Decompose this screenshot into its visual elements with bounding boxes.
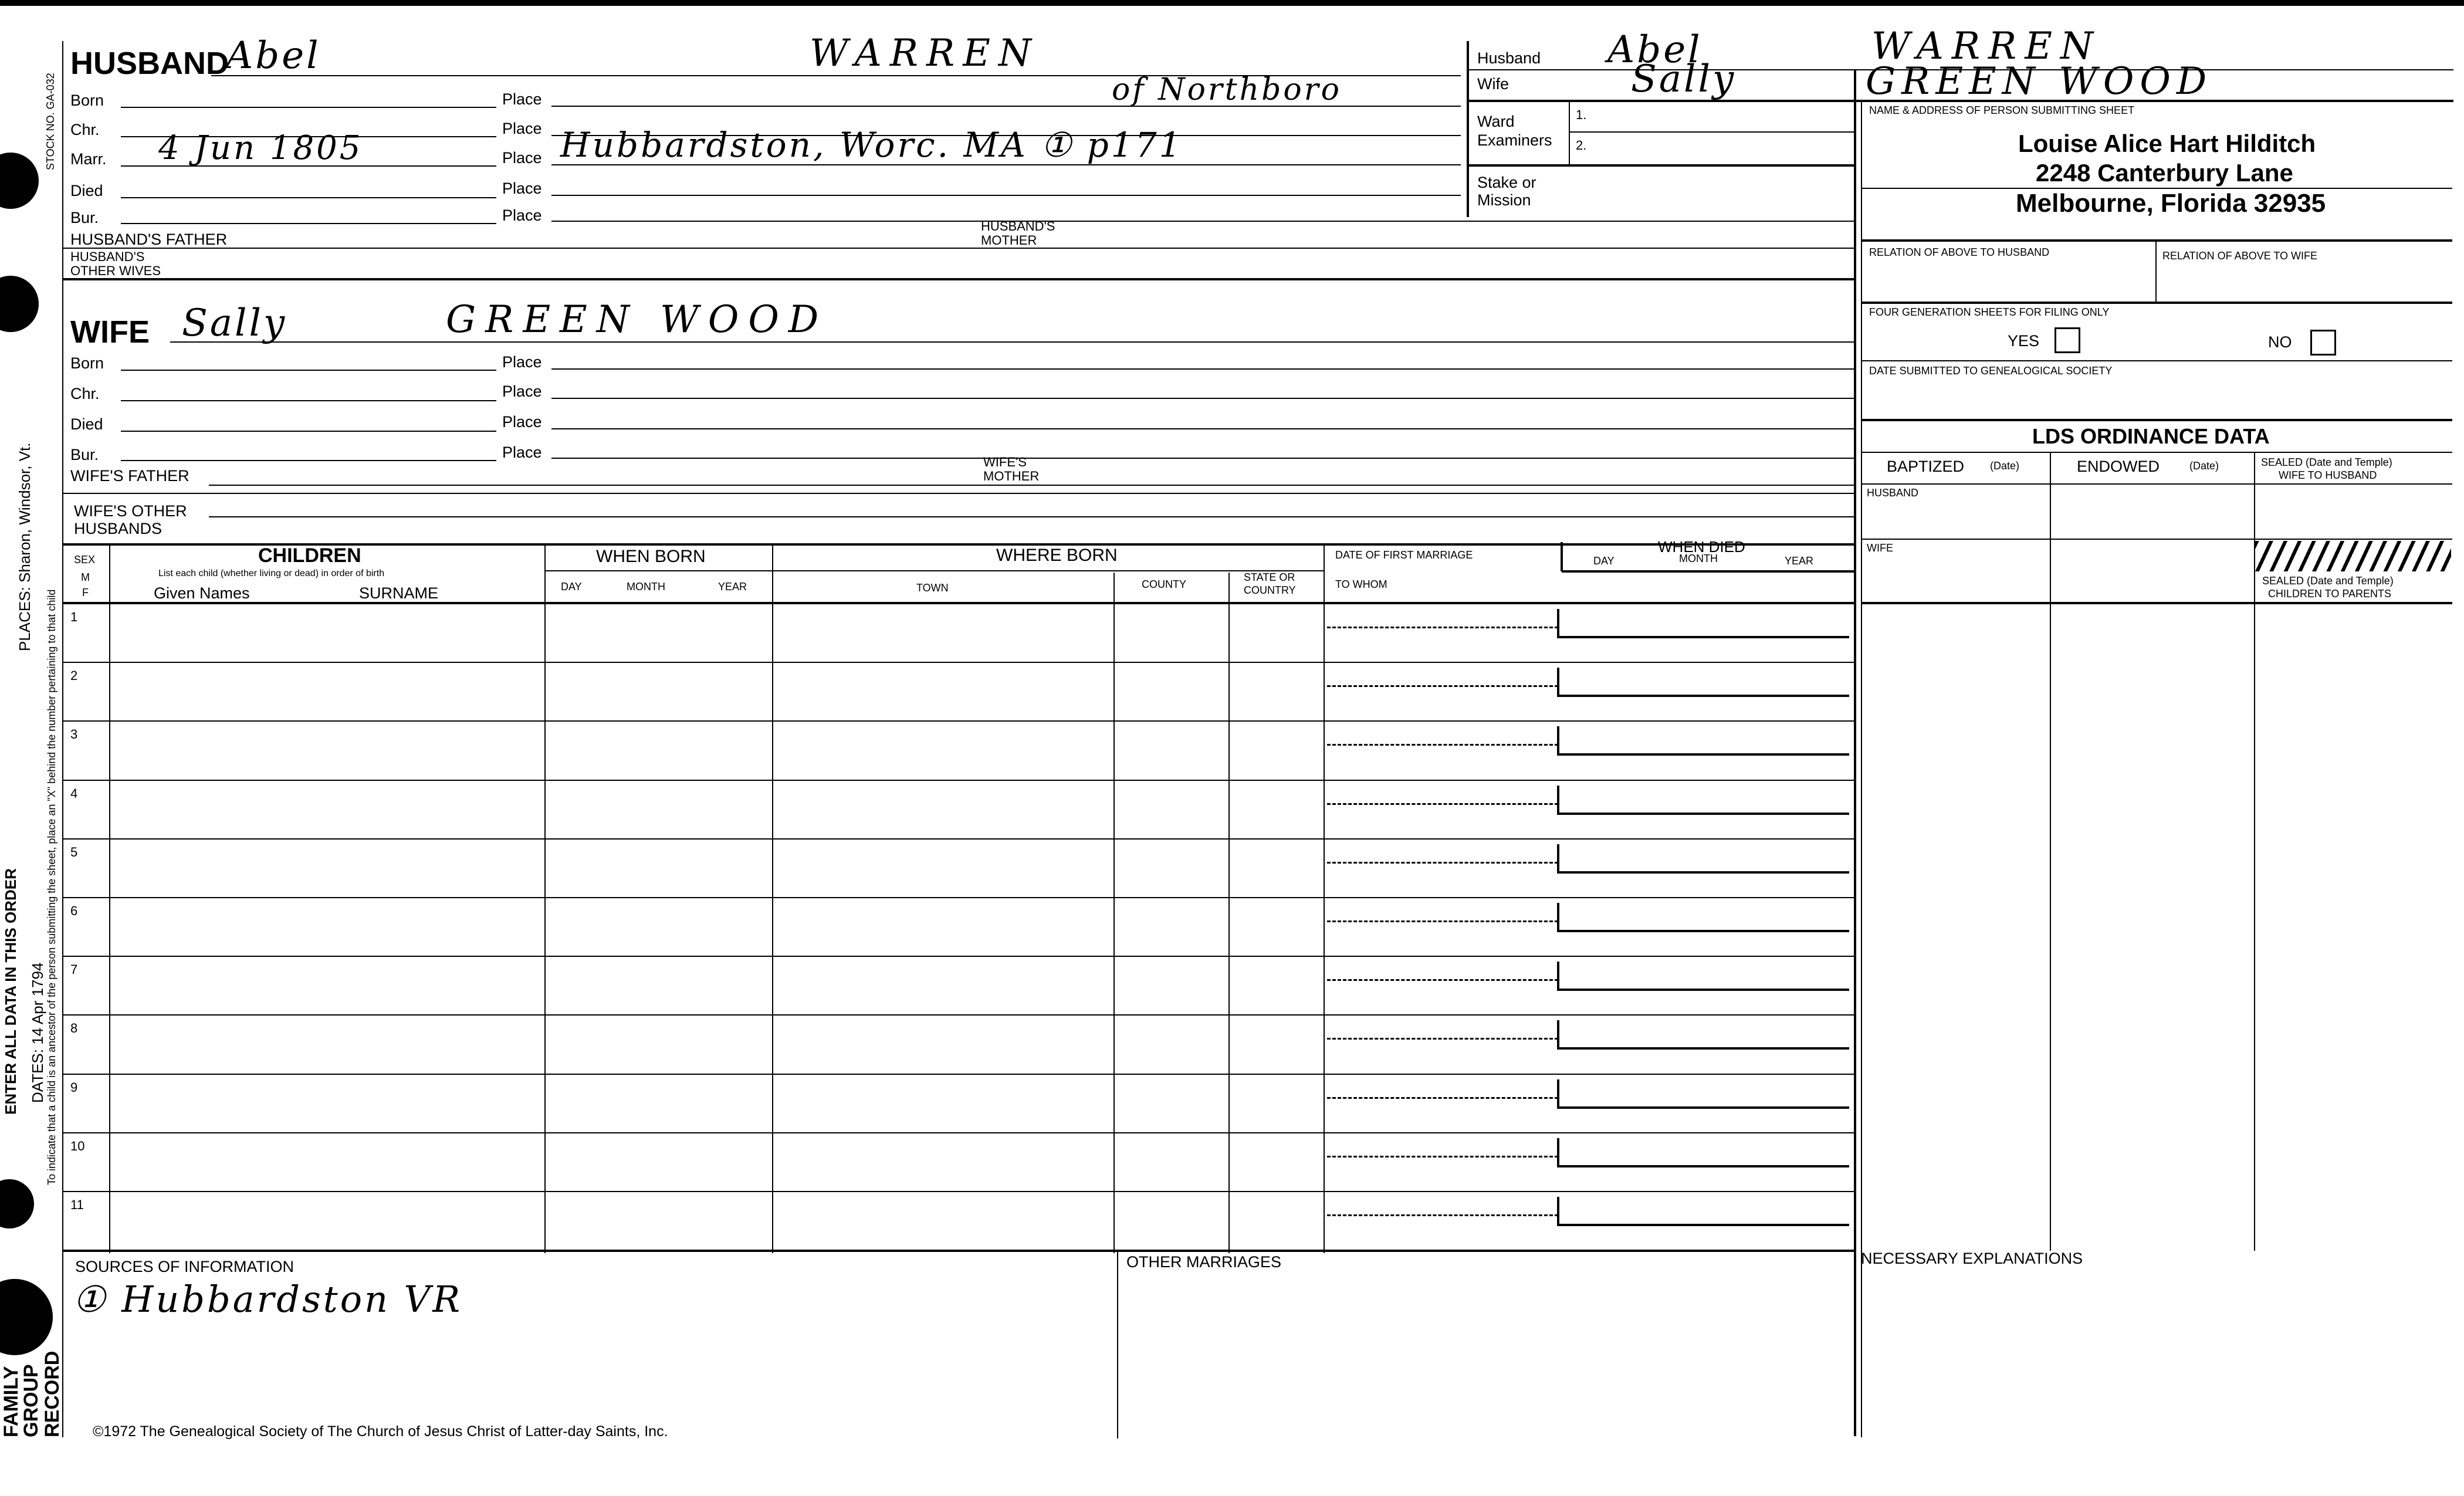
husband-died-place-line	[551, 195, 1461, 196]
header-wife-line	[1468, 100, 2453, 102]
wife-died-date-line	[121, 431, 496, 432]
submitter-label: NAME & ADDRESS OF PERSON SUBMITTING SHEET	[1869, 104, 2135, 116]
child-died-bracket-horizontal	[1558, 813, 1849, 815]
submitter-name: Louise Alice Hart Hilditch	[2018, 130, 2316, 157]
ancestor-indicator-note: To indicate that a child is an ancestor of the person submitting the sheet, place an "X" behind the number pertaining to that child	[46, 589, 57, 1185]
child-row-separator	[63, 956, 1854, 957]
husband-section-bottom	[63, 278, 1854, 280]
child-marriage-dashed-line	[1327, 1156, 1558, 1157]
dates-note: DATES: 14 Apr 1794	[29, 962, 46, 1103]
lds-title-line	[1862, 452, 2452, 453]
husband-mother-label-2: MOTHER	[981, 233, 1037, 248]
husband-born-place-line	[551, 106, 1461, 107]
wife-born-place-label: Place	[502, 353, 542, 371]
lds-title: LDS ORDINANCE DATA	[2032, 424, 2270, 448]
header-husband-label: Husband	[1477, 49, 1541, 67]
date-submitted-bottom	[1862, 419, 2452, 421]
when-died-left	[1561, 542, 1563, 571]
child-marriage-dashed-line	[1327, 685, 1558, 687]
wife-other-husbands-1: WIFE'S OTHER	[74, 502, 187, 520]
relation-divider	[2155, 241, 2157, 303]
punch-hole-1	[0, 153, 39, 209]
child-row-number: 1	[70, 610, 78, 624]
child-row-number: 11	[70, 1197, 84, 1212]
col-line-sex	[109, 544, 110, 1253]
punch-hole-4	[0, 1279, 53, 1355]
wife-born-place-line	[551, 368, 1854, 370]
child-marriage-dashed-line	[1327, 1214, 1558, 1216]
copyright: ©1972 The Genealogical Society of The Church of Jesus Christ of Latter-day Saints, Inc.	[93, 1423, 668, 1440]
husband-died-date-line	[121, 197, 496, 198]
child-row-number: 4	[70, 786, 78, 801]
child-died-bracket-horizontal	[1558, 989, 1849, 991]
lds-husband-line	[1862, 539, 2452, 540]
child-died-bracket-horizontal	[1558, 930, 1849, 932]
col-line-born	[772, 544, 773, 1253]
child-died-bracket-horizontal	[1558, 1047, 1849, 1050]
lds-sealed-children-2: CHILDREN TO PARENTS	[2268, 588, 2392, 600]
col-day: DAY	[561, 581, 582, 593]
lds-col-divider-2	[2254, 453, 2255, 1251]
col-line-state	[1324, 544, 1325, 1253]
col-died-year: YEAR	[1785, 555, 1814, 567]
frame-left-border	[62, 41, 63, 1437]
child-marriage-dashed-line	[1327, 1038, 1558, 1040]
punch-hole-2	[0, 276, 39, 332]
col-when-born: WHEN BORN	[596, 547, 706, 566]
child-row-separator	[63, 1132, 1854, 1133]
col-sex-m: M	[81, 571, 90, 583]
four-gen-no-checkbox[interactable]	[2310, 330, 2336, 356]
right-panel-border-2	[1861, 100, 1862, 1437]
child-row-separator	[63, 720, 1854, 722]
child-marriage-dashed-line	[1327, 862, 1558, 864]
submitter-bottom	[1862, 239, 2452, 242]
husband-born-label: Born	[70, 92, 104, 109]
header-husband-given: Abel	[1607, 28, 1703, 72]
examiner-1: 1.	[1576, 107, 1587, 122]
header-husband-surname: WARREN	[1871, 25, 2101, 68]
footer-divider-1	[1117, 1251, 1118, 1439]
child-row-separator	[63, 1074, 1854, 1075]
husband-chr-place-label: Place	[502, 120, 542, 137]
lds-date-tag-1: (Date)	[1990, 460, 2020, 472]
wife-given-name: Sally	[182, 302, 287, 345]
stake-label-1: Stake or	[1477, 174, 1536, 191]
husband-residence: of Northboro	[1112, 72, 1342, 107]
lds-hatched-cell	[2255, 541, 2451, 571]
col-first-marriage: DATE OF FIRST MARRIAGE	[1335, 549, 1473, 561]
wife-parents-line	[209, 485, 1854, 486]
child-row-separator	[63, 897, 1854, 898]
child-died-bracket-vertical	[1557, 1197, 1559, 1226]
child-row-number: 2	[70, 668, 78, 683]
husband-parents-line	[63, 248, 1854, 249]
places-note: PLACES: Sharon, Windsor, Vt.	[16, 442, 33, 651]
husband-other-wives-2: OTHER WIVES	[70, 263, 161, 278]
wife-father-label: WIFE'S FATHER	[70, 467, 189, 485]
lds-wife-row: WIFE	[1867, 542, 1893, 554]
col-year: YEAR	[718, 581, 747, 593]
husband-marr-label: Marr.	[70, 150, 107, 168]
lds-husband-row: HUSBAND	[1867, 487, 1919, 499]
wife-chr-place-label: Place	[502, 383, 542, 400]
four-gen-yes-checkbox[interactable]	[2055, 327, 2080, 353]
col-month: MONTH	[627, 581, 665, 593]
wife-heading: WIFE	[70, 314, 150, 350]
wife-parents-divider	[63, 493, 1854, 494]
husband-bur-place-line	[551, 221, 1854, 222]
child-died-bracket-horizontal	[1558, 753, 1849, 756]
husband-chr-label: Chr.	[70, 121, 100, 138]
wife-name-line	[170, 341, 1854, 343]
child-died-bracket-vertical	[1557, 1020, 1559, 1050]
col-line-county	[1228, 573, 1230, 1253]
punch-hole-3	[0, 1179, 34, 1228]
child-died-bracket-vertical	[1557, 609, 1559, 638]
col-state-2: COUNTRY	[1244, 584, 1296, 596]
child-row-number: 9	[70, 1079, 78, 1095]
form-title-family: FAMILY	[0, 1366, 22, 1437]
necessary-explanations-label: NECESSARY EXPLANATIONS	[1861, 1250, 2083, 1267]
wife-died-place-label: Place	[502, 413, 542, 431]
col-sex-label: SEX	[74, 554, 96, 566]
lds-endowed: ENDOWED	[2077, 458, 2160, 475]
when-born-underline	[546, 570, 773, 571]
sources-label: SOURCES OF INFORMATION	[75, 1258, 295, 1275]
wife-other-husbands-2: HUSBANDS	[74, 520, 163, 537]
wife-mother-label-1: WIFE'S	[983, 455, 1027, 469]
lds-baptized: BAPTIZED	[1887, 458, 1965, 475]
wife-bur-place-label: Place	[502, 444, 542, 461]
col-sex-f: F	[82, 587, 89, 598]
child-marriage-dashed-line	[1327, 627, 1558, 628]
wife-other-husbands-line	[209, 516, 1854, 517]
col-town: TOWN	[916, 582, 949, 594]
child-died-bracket-vertical	[1557, 962, 1559, 991]
husband-bur-date-line	[121, 223, 496, 224]
child-died-bracket-horizontal	[1558, 1106, 1849, 1109]
col-county: COUNTY	[1142, 578, 1186, 590]
where-born-underline	[773, 570, 1325, 571]
submitter-street: 2248 Canterbury Lane	[2036, 159, 2293, 187]
when-died-underline	[1562, 570, 1854, 573]
wife-born-label: Born	[70, 354, 104, 372]
lds-children-header-line	[1862, 602, 2452, 604]
husband-given-name: Abel	[226, 34, 321, 77]
col-given-names: Given Names	[154, 584, 250, 602]
examiners-divider	[1569, 101, 1570, 165]
lds-date-tag-2: (Date)	[2189, 460, 2219, 472]
child-died-bracket-vertical	[1557, 786, 1559, 815]
wife-born-date-line	[121, 370, 496, 371]
wife-bur-place-line	[551, 458, 1854, 459]
col-died-month: MONTH	[1679, 553, 1718, 564]
examiners-bottom	[1468, 164, 1854, 167]
col-when-died: WHEN DIED	[1658, 538, 1745, 556]
examiner-1-line	[1570, 131, 1854, 133]
stake-label-2: Mission	[1477, 191, 1531, 209]
col-where-born: WHERE BORN	[996, 546, 1118, 565]
child-marriage-dashed-line	[1327, 803, 1558, 805]
husband-born-date-line	[121, 107, 496, 108]
child-row-separator	[63, 1191, 1854, 1192]
child-died-bracket-horizontal	[1558, 695, 1849, 697]
husband-marr-place: Hubbardston, Worc. MA ① p171	[560, 125, 1183, 165]
husband-marr-date-line	[121, 165, 496, 167]
lds-col-divider-1	[2050, 453, 2051, 1251]
col-state-1: STATE OR	[1244, 571, 1295, 583]
husband-died-place-label: Place	[502, 180, 542, 197]
top-edge	[0, 0, 2464, 6]
form-title-group: GROUP	[20, 1364, 42, 1437]
children-table-bottom	[63, 1250, 1854, 1252]
husband-mother-label-1: HUSBAND'S	[981, 219, 1055, 233]
header-wife-given: Sally	[1631, 57, 1737, 101]
lds-header-line	[1862, 483, 2452, 485]
relation-husband-label: RELATION OF ABOVE TO HUSBAND	[1869, 246, 2050, 258]
enter-all-note: ENTER ALL DATA IN THIS ORDER	[2, 868, 19, 1115]
date-submitted-label: DATE SUBMITTED TO GENEALOGICAL SOCIETY	[1869, 365, 2113, 377]
child-died-bracket-vertical	[1557, 1138, 1559, 1167]
wife-chr-label: Chr.	[70, 385, 100, 402]
husband-heading: HUSBAND	[70, 46, 229, 81]
col-died-day: DAY	[1593, 555, 1615, 567]
right-panel-border-1	[1854, 69, 1856, 1436]
children-header-bottom	[63, 602, 1854, 604]
child-row-number: 6	[70, 903, 78, 918]
husband-surname: WARREN	[810, 32, 1040, 75]
header-box-left	[1467, 41, 1469, 217]
child-row-separator	[63, 780, 1854, 781]
ward-label: Ward	[1477, 113, 1515, 130]
wife-surname: GREEN WOOD	[446, 298, 828, 341]
child-row-separator	[63, 1014, 1854, 1016]
col-children-title: CHILDREN	[258, 544, 361, 567]
header-wife-label: Wife	[1477, 75, 1509, 93]
relation-wife-label: RELATION OF ABOVE TO WIFE	[2162, 250, 2318, 262]
child-row-separator	[63, 662, 1854, 663]
four-gen-yes-label: YES	[2008, 332, 2040, 350]
other-marriages-label: OTHER MARRIAGES	[1126, 1253, 1282, 1271]
col-surname: SURNAME	[359, 584, 439, 602]
child-row-number: 5	[70, 844, 78, 859]
wife-bur-date-line	[121, 460, 496, 461]
wife-mother-label-2: MOTHER	[983, 469, 1040, 483]
submitter-street-line	[1862, 188, 2452, 189]
col-to-whom: TO WHOM	[1335, 578, 1387, 590]
col-line-names	[544, 544, 546, 1253]
child-died-bracket-horizontal	[1558, 871, 1849, 874]
child-died-bracket-vertical	[1557, 844, 1559, 874]
lds-sealed-children-1: SEALED (Date and Temple)	[2262, 575, 2394, 587]
child-died-bracket-vertical	[1557, 1079, 1559, 1109]
child-died-bracket-vertical	[1557, 903, 1559, 932]
wife-bur-label: Bur.	[70, 446, 99, 463]
husband-other-wives-1: HUSBAND'S	[70, 249, 145, 264]
child-marriage-dashed-line	[1327, 1097, 1558, 1099]
child-marriage-dashed-line	[1327, 744, 1558, 746]
header-wife-surname: GREEN WOOD	[1866, 60, 2213, 103]
wife-died-place-line	[551, 428, 1854, 429]
child-marriage-dashed-line	[1327, 920, 1558, 922]
husband-father-label: HUSBAND'S FATHER	[70, 231, 228, 248]
relation-bottom	[1862, 302, 2452, 304]
child-row-number: 10	[70, 1138, 85, 1153]
child-died-bracket-vertical	[1557, 668, 1559, 697]
husband-bur-label: Bur.	[70, 209, 99, 226]
lds-sealed-wife-2: WIFE TO HUSBAND	[2279, 469, 2377, 481]
form-title-record: RECORD	[41, 1351, 63, 1437]
wife-chr-place-line	[551, 398, 1854, 399]
examiners-label: Examiners	[1477, 131, 1552, 149]
four-gen-bottom	[1862, 360, 2452, 361]
examiner-2: 2.	[1576, 138, 1587, 153]
child-row-number: 3	[70, 727, 78, 742]
wife-died-label: Died	[70, 415, 103, 433]
husband-born-place-label: Place	[502, 90, 542, 108]
child-row-number: 8	[70, 1021, 78, 1036]
four-gen-label: FOUR GENERATION SHEETS FOR FILING ONLY	[1869, 306, 2110, 318]
child-row-number: 7	[70, 962, 78, 977]
husband-died-label: Died	[70, 182, 103, 199]
husband-marr-place-label: Place	[502, 149, 542, 167]
submitter-city: Melbourne, Florida 32935	[2016, 189, 2326, 218]
stock-number: STOCK NO. GA-032	[45, 73, 56, 170]
col-children-sub: List each child (whether living or dead) in order of birth	[158, 568, 385, 578]
sources-value: ① Hubbardston VR	[73, 1278, 463, 1321]
child-row-separator	[63, 838, 1854, 840]
wife-chr-date-line	[121, 400, 496, 401]
child-marriage-dashed-line	[1327, 979, 1558, 981]
lds-sealed-wife-1: SEALED (Date and Temple)	[2261, 456, 2392, 468]
husband-marr-place-line	[551, 164, 1461, 165]
child-died-bracket-horizontal	[1558, 636, 1849, 638]
child-died-bracket-vertical	[1557, 726, 1559, 756]
child-died-bracket-horizontal	[1558, 1224, 1849, 1226]
col-line-town	[1113, 573, 1115, 1253]
child-died-bracket-horizontal	[1558, 1165, 1849, 1167]
husband-marr-date: 4 Jun 1805	[158, 129, 363, 167]
husband-bur-place-label: Place	[502, 207, 542, 224]
four-gen-no-label: NO	[2268, 333, 2292, 351]
